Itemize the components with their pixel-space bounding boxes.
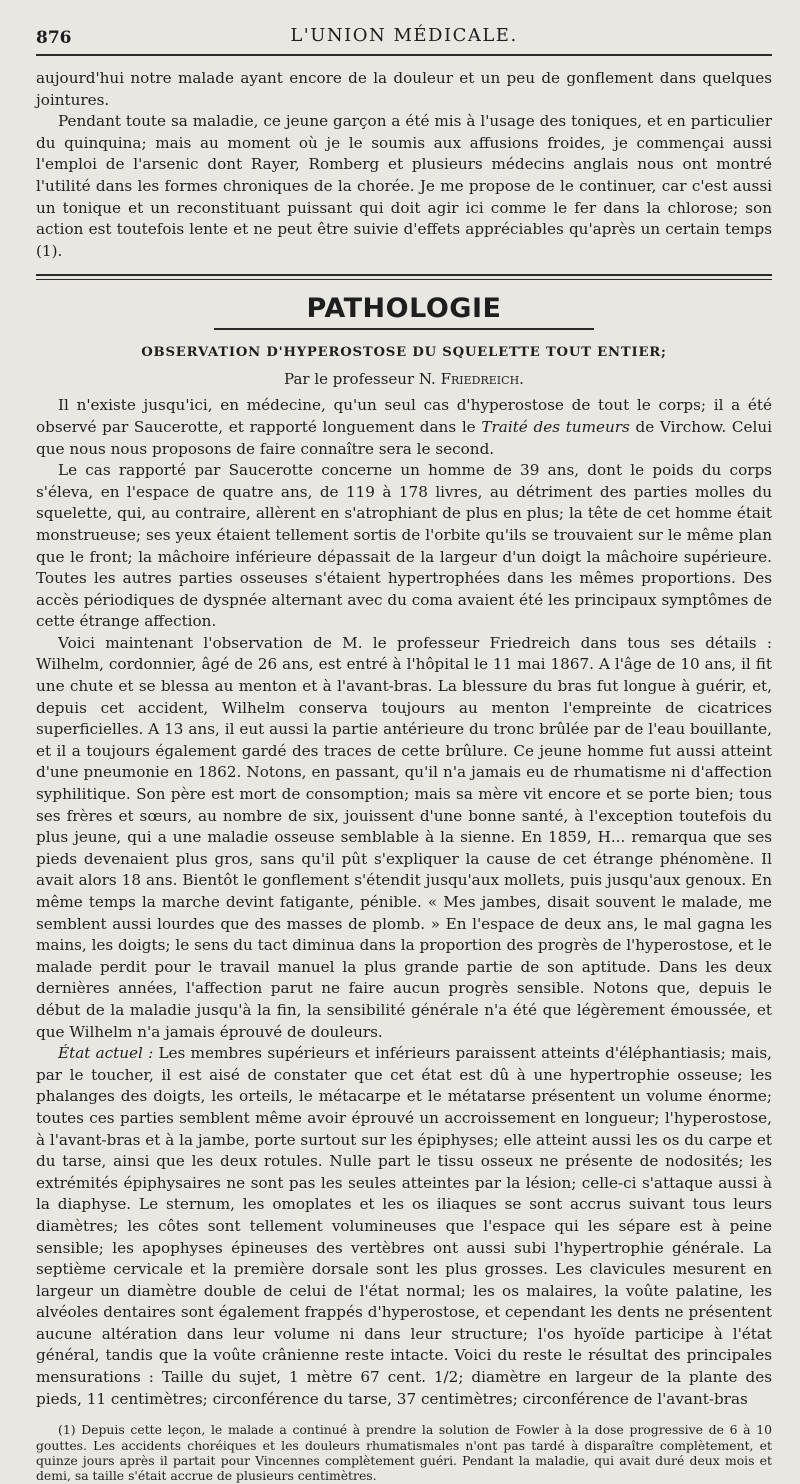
cited-work-title: Traité des tumeurs [481,417,630,436]
heading-rule [214,328,594,330]
paragraph: Voici maintenant l'observation de M. le professeur Friedreich dans tous ses détails : Wilhelm, cordonnier, âgé de 26 ans, est entré à l'hôpital le 11 mai 1867. A l'âge de 10 ans, il fit une chute et se blessa au menton et à l'avant-bras. La blessure du bras fut longue à guérir, et, depuis cet accident, Wilhelm conserva toujours au menton l'empreinte de cicatrices superficielles. A 13 ans, il eut aussi la partie antérieure du tronc brûlée par de l'eau bouillante, et il a toujours également gardé des traces de cette brûlure. Ce jeune homme fut aussi atteint d'une pneumonie en 1862. Notons, en passant, qu'il n'a jamais eu de rhumatisme ni d'affection syphilitique. Son père est mort de consomption; mais sa mère vit encore et se porte bien; tous ses frères et sœurs, au nombre de six, jouissent d'une bonne santé, à l'exception toutefois du plus jeune, qui a une maladie osseuse semblable à la sienne. En 1859, H... remarqua que ses pieds devenaient plus gros, sans qu'il pût s'expliquer la cause de cet étrange phénomène. Il avait alors 18 ans. Bientôt le gonflement s'étendit jusqu'aux mollets, puis jusqu'aux genoux. En même temps la marche devint fatigante, pénible. « Mes jambes, disait souvent le malade, me semblent aussi lourdes que des masses de plomb. » En l'espace de deux ans, le mal gagna les mains, les doigts; le sens du tact diminua dans la proportion des progrès de l'hyperostose, et le malade perdit pour le travail manuel la plus grande partie de son aptitude. Dans les deux dernières années, l'affection parut ne faire aucun progrès sensible. Notons que, depuis le début de la maladie jusqu'à la fin, la sensibilité générale n'a été que légèrement émoussée, et que Wilhelm n'a jamais éprouvé de douleurs. [36,633,772,1041]
paragraph [36,395,772,460]
paragraph: Pendant toute sa maladie, ce jeune garçon a été mis à l'usage des toniques, et en particulier du quinquina; mais au moment où je le soumis aux affusions froides, je commençai aussi l'emploi de l'arsenic dont Rayer, Romberg et plusieurs médecins anglais nous ont montré l'utilité dans les formes chroniques de la chorée. Je me propose de le continuer, car c'est aussi un tonique et un reconstituant puissant qui doit agir ici comme le fer dans la chlorose; son action est toutefois lente et ne peut être suivie d'effets appréciables qu'après un certain temps (1). [36,112,772,260]
article-title: OBSERVATION D'HYPEROSTOSE DU SQUELETTE TOUT ENTIER; [141,345,667,361]
footnote [36,1422,772,1484]
running-title: L'UNION MÉDICALE. [290,25,518,46]
section-divider [36,274,772,280]
paragraph-text: Les membres supérieurs et inférieurs paraissent atteints d'éléphantiasis; mais, par le toucher, il est aisé de constater que cet état est dû à une hypertrophie osseuse; les phalanges des doigts, les orteils, le métacarpe et le métatarse présentent un volume énorme; toutes ces parties semblent même avoir éprouvé un accroissement en longueur; l'hyperostose, à l'avant-bras et à la jambe, porte surtout sur les épiphyses; elle atteint aussi les os du carpe et du tarse, ainsi que les deux rotules. Nulle part le tissu osseux ne présente de nodosités; les extrémités épiphysaires ne sont pas les seules atteintes par la lésion; celle-ci s'attaque aussi à la diaphyse. Le sternum, les omoplates et les os iliaques se sont accrus suivant tous leurs diamètres; les côtes sont tellement volumineuses que l'espace qui les sépare est à peine sensible; les apophyses épineuses des vertèbres ont aussi subi l'hypertrophie générale. La septième cervicale et la première dorsale sont les plus grosses. Les clavicules mesurent en largeur un diamètre double de celui de l'état normal; les os malaires, la voûte palatine, les alvéoles dentaires sont également frappés d'hyperostose, et cependant les dents ne présentent aucune altération dans leur volume ni dans leur structure; l'os hyoïde participe à l'état général, tandis que la voûte crânienne reste intacte. Voici du reste le résultat des principales mensurations : Taille du sujet, 1 mètre 67 cent. 1/2; diamètre en largeur de la plante des pieds, 11 centimètres; circonférence du tarse, 37 centimètres; circonférence de l'avant-bras [36,1044,772,1408]
paragraph-text: Il n'existe jusqu'ici, en médecine, qu'un seul cas d'hyperostose de tout le corps; il a été observé par Saucerotte, et rapporté longuement dans le [36,396,772,436]
byline-prefix: Par le professeur N. [284,370,436,389]
byline [36,369,772,389]
paragraph: aujourd'hui notre malade ayant encore de la douleur et un peu de gonflement dans quelques jointures. [36,69,772,109]
paragraph-text: de Virchow. Celui que nous nous proposons de faire connaître sera le second. [36,417,773,458]
previous-article-ending [36,68,772,262]
page-header [36,22,772,56]
byline-author: Friedreich. [440,370,524,389]
footnote-text: (1) Depuis cette leçon, le malade a continué à prendre la solution de Fowler à la dose progressive de 6 à 10 gouttes. Les accidents choréiques et les douleurs rhumatismales n'ont pas tardé à disparaître complètement, et quinze jours après il partait pour Vincennes complètement guéri. Pendant la maladie, qui avait duré deux mois et demi, sa taille s'était accrue de plusieurs centimètres. [36,1422,772,1484]
page-number: 876 [36,28,72,48]
paragraph [36,1043,772,1410]
article-body [36,395,772,1410]
section-heading: PATHOLOGIE [306,293,502,325]
paragraph: Le cas rapporté par Saucerotte concerne un homme de 39 ans, dont le poids du corps s'éleva, en l'espace de quatre ans, de 119 à 178 livres, au détriment des parties molles du squelette, qui, au contraire, allèrent en s'atrophiant de plus en plus; la tête de cet homme était monstrueuse; ses yeux étaient tellement sortis de l'orbite qu'ils se trouvaient sur le même plan que le front; la mâchoire inférieure dépassait de la largeur d'un doigt la mâchoire supérieure. Toutes les autres parties osseuses s'étaient hypertrophées dans les mêmes proportions. Des accès périodiques de dyspnée alternant avec du coma avaient été les principaux symptômes de cette étrange affection. [36,461,772,631]
subsection-label: État actuel : [58,1044,154,1063]
